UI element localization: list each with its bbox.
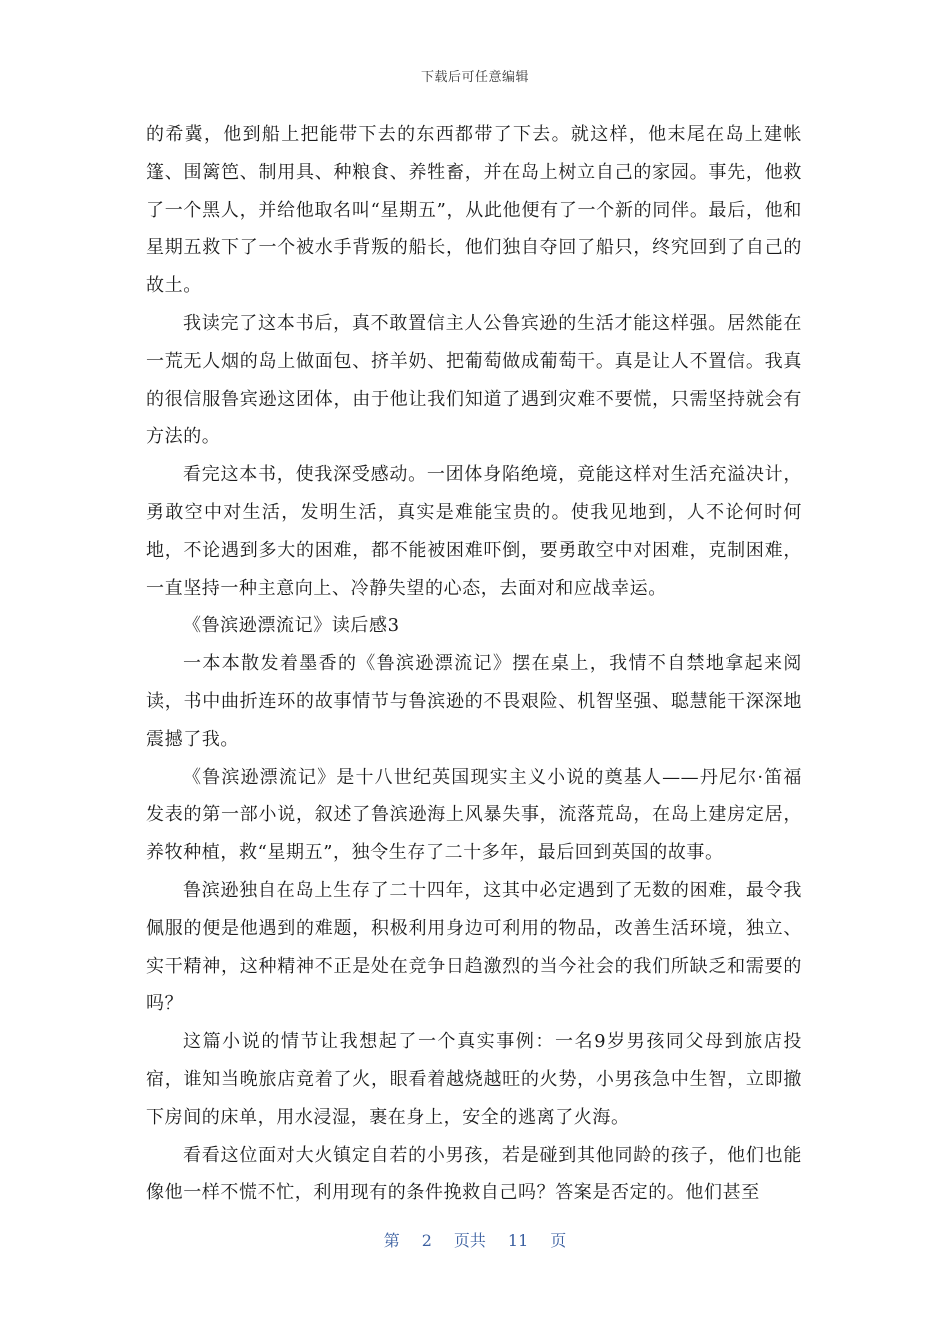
paragraph-1: 的希冀，他到船上把能带下去的东西都带了下去。就这样，他末尾在岛上建帐篷、围篱笆、制用具、种粮食、养牲畜，并在岛上树立自己的家园。事先，他救了一个黑人，并给他取名叫“星期五”，从此他便有了一个新的同伴。最后，他和星期五救下了一个被水手背叛的船长，他们独自夺回了船只，终究回到了自己的故土。 [146, 124, 802, 297]
paragraph-4: 一本本散发着墨香的《鲁滨逊漂流记》摆在桌上，我情不自禁地拿起来阅读，书中曲折连环的故事情节与鲁滨逊的不畏艰险、机智坚强、聪慧能干深深地震撼了我。 [146, 653, 802, 750]
footer-prefix: 第 [383, 1231, 400, 1250]
paragraph-5: 《鲁滨逊漂流记》是十八世纪英国现实主义小说的奠基人——丹尼尔·笛福发表的第一部小说，叙述了鲁滨逊海上风暴失事，流落荒岛，在岛上建房定居，养牧种植，救“星期五”，独令生存了二十多年，最后回到英国的故事。 [146, 766, 802, 864]
paragraph-7: 这篇小说的情节让我想起了一个真实事例：一名9岁男孩同父母到旅店投宿，谁知当晚旅店竟着了火，眼看着越烧越旺的火势，小男孩急中生智，立即撤下房间的床单，用水浸湿，裹在身上，安全的逃离了火海。 [146, 1031, 802, 1128]
section-heading: 《鲁滨逊漂流记》读后感3 [183, 615, 400, 637]
footer-middle: 页共 [453, 1231, 486, 1250]
paragraph-6: 鲁滨逊独自在岛上生存了二十四年，这其中必定遇到了无数的困难，最令我佩服的便是他遇到的难题，积极利用身边可利用的物品，改善生活环境，独立、实干精神，这种精神不正是处在竞争日趋激烈的当今社会的我们所缺乏和需要的吗？ [146, 879, 802, 1015]
paragraph-8: 看看这位面对大火镇定自若的小男孩，若是碰到其他同龄的孩子，他们也能像他一样不慌不忙，利用现有的条件挽救自己吗？答案是否定的。他们甚至 [146, 1144, 802, 1204]
footer-page-number: 2 [421, 1231, 432, 1250]
paragraph-3: 看完这本书，使我深受感动。一团体身陷绝境，竟能这样对生活充溢决计，勇敢空中对生活，发明生活，真实是难能宝贵的。使我见地到，人不论何时何地，不论遇到多大的困难，都不能被困难吓倒，要勇敢空中对困难，克制困难，一直坚持一种主意向上、冷静失望的心态，去面对和应战幸运。 [146, 464, 802, 599]
page-header: 下载后可任意编辑 [420, 70, 529, 85]
footer-total-pages: 11 [507, 1231, 529, 1250]
page-footer [0, 1228, 950, 1251]
document-body [146, 116, 802, 1212]
paragraph-2: 我读完了这本书后，真不敢置信主人公鲁宾逊的生活才能这样强。居然能在一荒无人烟的岛上做面包、挤羊奶、把葡萄做成葡萄干。真是让人不置信。我真的很信服鲁宾逊这团体，由于他让我们知道了遇到灾难不要慌，只需坚持就会有方法的。 [146, 312, 802, 448]
footer-suffix: 页 [550, 1231, 567, 1250]
